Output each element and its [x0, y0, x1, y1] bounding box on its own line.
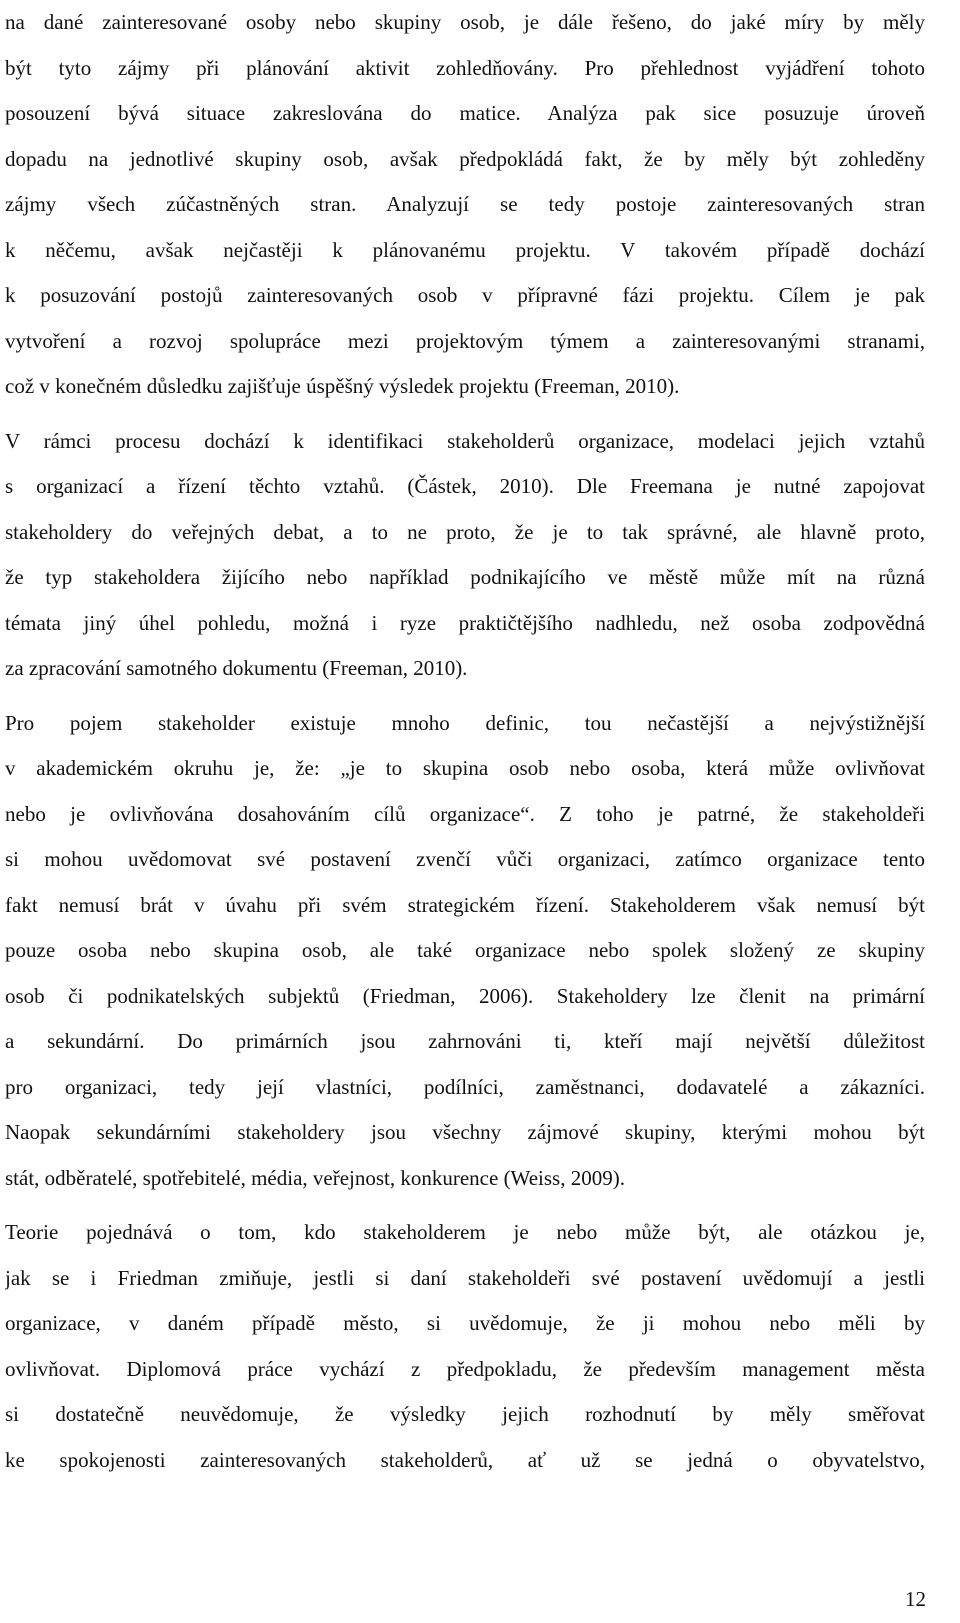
text-line: s organizací a řízení těchto vztahů. (Částek, 2010). Dle Freemana je nutné zapojovat [5, 474, 925, 498]
text-line: vytvoření a rozvoj spolupráce mezi projektovým týmem a zainteresovanými stranami, [5, 328, 925, 353]
text-line: ovlivňovat. Diplomová práce vychází z předpokladu, že především management města [5, 1356, 925, 1381]
text-line: Naopak sekundárními stakeholdery jsou všechny zájmové skupiny, kterými mohou být [5, 1120, 925, 1144]
text-line: za zpracování samotného dokumentu (Freeman, 2010). [5, 656, 468, 680]
text-line: stát, odběratelé, spotřebitelé, média, veřejnost, konkurence (Weiss, 2009). [5, 1165, 625, 1190]
paragraph-spacing [5, 410, 925, 419]
text-line: na dané zainteresované osoby nebo skupiny osob, je dále řešeno, do jaké míry by měly [5, 10, 925, 34]
text-line: k posuzování postojů zainteresovaných osob v přípravné fázi projektu. Cílem je pak [5, 283, 925, 307]
text-line: zájmy všech zúčastněných stran. Analyzují se tedy postoje zainteresovaných stran [5, 192, 925, 216]
paragraph-spacing [5, 1201, 925, 1210]
paragraph-1 [5, 0, 925, 410]
paragraph-3 [5, 701, 925, 1202]
text-line: organizace, v daném případě město, si uvědomuje, že ji mohou nebo měli by [5, 1311, 925, 1335]
text-line: témata jiný úhel pohledu, možná i ryze praktičtějšího nadhledu, než osoba zodpovědná [5, 610, 925, 635]
text-line: osob či podnikatelských subjektů (Friedman, 2006). Stakeholdery lze členit na primární [5, 983, 925, 1008]
text-line: stakeholdery do veřejných debat, a to ne proto, že je to tak správné, ale hlavně proto, [5, 519, 925, 544]
text-line: pro organizaci, tedy její vlastníci, podílníci, zaměstnanci, dodavatelé a zákazníci. [5, 1074, 925, 1099]
text-line: fakt nemusí brát v úvahu při svém strategickém řízení. Stakeholderem však nemusí být [5, 892, 925, 917]
text-line: nebo je ovlivňována dosahováním cílů organizace“. Z toho je patrné, že stakeholdeři [5, 801, 925, 826]
text-line: dopadu na jednotlivé skupiny osob, avšak předpokládá fakt, že by měly být zohleděny [5, 146, 925, 171]
text-line: že typ stakeholdera žijícího nebo například podnikajícího ve městě může mít na různá [5, 565, 925, 589]
paragraph-4 [5, 1210, 925, 1483]
text-line: být tyto zájmy při plánování aktivit zohledňovány. Pro přehlednost vyjádření tohoto [5, 55, 925, 80]
text-line: Pro pojem stakeholder existuje mnoho definic, tou nečastější a nejvýstižnější [5, 710, 925, 735]
text-line: si dostatečně neuvědomuje, že výsledky jejich rozhodnutí by měly směřovat [5, 1402, 925, 1426]
paragraph-2 [5, 419, 925, 692]
page-number: 12 [905, 1587, 926, 1611]
text-line: a sekundární. Do primárních jsou zahrnováni ti, kteří mají největší důležitost [5, 1029, 925, 1053]
paragraph-spacing [5, 692, 925, 701]
text-line: což v konečném důsledku zajišťuje úspěšný výsledek projektu (Freeman, 2010). [5, 374, 680, 398]
text-line: si mohou uvědomovat své postavení zvenčí vůči organizaci, zatímco organizace tento [5, 847, 925, 871]
text-line: jak se i Friedman zmiňuje, jestli si daní stakeholdeři své postavení uvědomují a jestli [5, 1265, 925, 1290]
text-line: k něčemu, avšak nejčastěji k plánovanému projektu. V takovém případě dochází [5, 237, 925, 262]
text-line: ke spokojenosti zainteresovaných stakeholderů, ať už se jedná o obyvatelstvo, [5, 1447, 925, 1472]
text-line: pouze osoba nebo skupina osob, ale také organizace nebo spolek složený ze skupiny [5, 938, 925, 962]
text-line: posouzení bývá situace zakreslována do matice. Analýza pak sice posuzuje úroveň [5, 101, 925, 125]
body-text [5, 0, 925, 1483]
text-line: v akademickém okruhu je, že: „je to skupina osob nebo osoba, která může ovlivňovat [5, 756, 925, 780]
text-line: V rámci procesu dochází k identifikaci stakeholderů organizace, modelaci jejich vztahů [5, 428, 925, 453]
text-line: Teorie pojednává o tom, kdo stakeholderem je nebo může být, ale otázkou je, [5, 1220, 925, 1244]
